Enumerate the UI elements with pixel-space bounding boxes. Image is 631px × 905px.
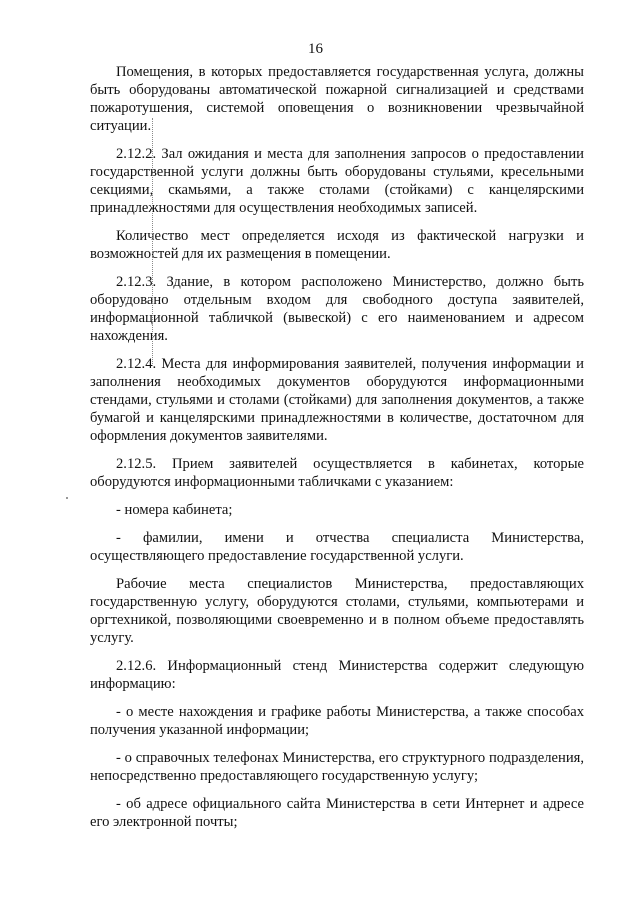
paragraph-2-12-2-waiting-hall: 2.12.2. Зал ожидания и места для заполнения запросов о предоставлении государственной услуги должны быть оборудованы стульями, кресельными секциями, скамьями, а также столами (стойками) с канцелярскими принадлежностями для осуществления необходимых записей. <box>90 146 584 216</box>
paragraph-2-12-3-building: 2.12.3. Здание, в котором расположено Министерство, должно быть оборудовано отдельным входом для свободного доступа заявителей, информационной табличкой (вывеской) с его наименованием и адресом нахождения. <box>90 274 584 344</box>
list-item-reference-phones: - о справочных телефонах Министерства, его структурного подразделения, непосредственно предоставляющего государственную услугу; <box>90 750 584 784</box>
document-body <box>90 63 584 841</box>
list-item-website-email: - об адресе официального сайта Министерства в сети Интернет и адресе его электронной почты; <box>90 796 584 830</box>
paragraph-2-12-6-info-stand: 2.12.6. Информационный стенд Министерства содержит следующую информацию: <box>90 658 584 692</box>
paragraph-premises-fire-safety: Помещения, в которых предоставляется государственная услуга, должны быть оборудованы автоматической пожарной сигнализацией и средствами пожаротушения, системой оповещения о возникновении чрезвычайной ситуации. <box>90 64 584 134</box>
paragraph-workplaces: Рабочие места специалистов Министерства, предоставляющих государственную услугу, оборудуются столами, стульями, компьютерами и оргтехникой, позволяющими своевременно и в полном объеме предоставлять услугу. <box>90 576 584 646</box>
list-item-location-schedule: - о месте нахождения и графике работы Министерства, а также способах получения указанной информации; <box>90 704 584 738</box>
page-number: 16 <box>308 41 323 57</box>
paragraph-number-of-seats: Количество мест определяется исходя из фактической нагрузки и возможностей для их размещения в помещении. <box>90 228 584 262</box>
paragraph-2-12-4-information-places: 2.12.4. Места для информирования заявителей, получения информации и заполнения необходимых документов оборудуются информационными стендами, стульями и столами (стойками) для заполнения документов, а также бумагой и канцелярскими принадлежностями в количестве, достаточном для оформления документов заявителями. <box>90 356 584 444</box>
list-item-specialist-name: - фамилии, имени и отчества специалиста Министерства, осуществляющего предоставление государственной услуги. <box>90 530 584 564</box>
scan-artifact-line <box>152 118 154 366</box>
paragraph-2-12-5-reception: 2.12.5. Прием заявителей осуществляется в кабинетах, которые оборудуются информационными табличками с указанием: <box>90 456 584 490</box>
list-item-office-number: - номера кабинета; <box>116 502 233 518</box>
scan-artifact-speck <box>66 497 68 499</box>
